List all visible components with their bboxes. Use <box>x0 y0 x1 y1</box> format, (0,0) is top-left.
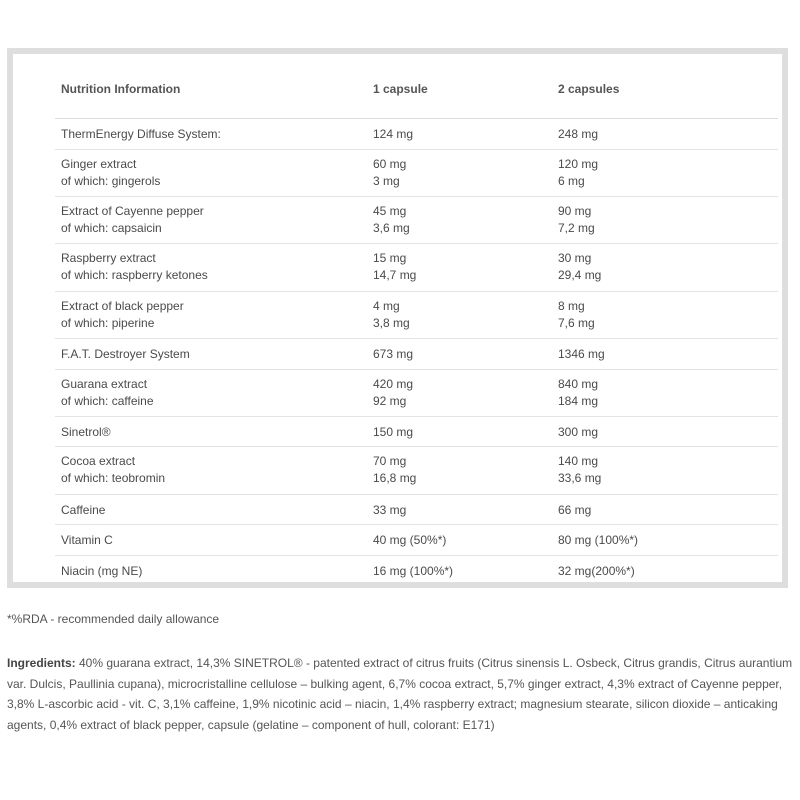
nutrient-name: Extract of black pepper <box>61 298 184 313</box>
nutrient-name: Vitamin C <box>61 533 113 548</box>
nutrient-name: of which: raspberry ketones <box>61 268 208 283</box>
amount-2-capsules: 32 mg(200%*) <box>558 563 635 578</box>
amount-2-capsules-cell <box>558 502 591 519</box>
nutrient-name: Extract of Cayenne pepper <box>61 203 204 218</box>
amount-2-capsules: 30 mg <box>558 251 592 266</box>
table-header <box>55 54 778 119</box>
amount-1-capsule: 4 mg <box>373 298 400 313</box>
amount-1-capsule: 45 mg <box>373 203 407 218</box>
table-row <box>55 339 778 370</box>
nutrient-name-cell <box>61 203 204 237</box>
amount-2-capsules-cell <box>558 376 598 410</box>
table-row <box>55 150 778 197</box>
amount-1-capsule: 3,6 mg <box>373 220 410 235</box>
nutrient-name: Sinetrol® <box>61 424 111 439</box>
table-row <box>55 292 778 339</box>
amount-2-capsules: 8 mg <box>558 298 585 313</box>
nutrient-name-cell <box>61 156 160 190</box>
amount-1-capsule-cell <box>373 376 413 410</box>
nutrient-name: ThermEnergy Diffuse System: <box>61 127 221 141</box>
amount-2-capsules: 90 mg <box>558 203 592 218</box>
amount-2-capsules-cell <box>558 346 605 363</box>
table-row <box>55 447 778 494</box>
nutrient-name: of which: piperine <box>61 315 155 330</box>
nutrient-name: Caffeine <box>61 502 106 517</box>
amount-1-capsule-cell <box>373 346 413 363</box>
amount-2-capsules: 300 mg <box>558 424 599 439</box>
amount-2-capsules: 29,4 mg <box>558 268 602 283</box>
amount-2-capsules: 120 mg <box>558 156 599 171</box>
nutrient-name-cell <box>61 424 111 441</box>
header-nutrition-information: Nutrition Information <box>61 82 181 96</box>
amount-1-capsule: 33 mg <box>373 502 407 517</box>
table-row <box>55 197 778 244</box>
amount-2-capsules: 7,2 mg <box>558 220 595 235</box>
amount-1-capsule-cell <box>373 203 410 237</box>
nutrient-name: of which: capsaicin <box>61 220 162 235</box>
nutrient-name: Ginger extract <box>61 156 137 171</box>
nutrient-name: of which: gingerols <box>61 173 161 188</box>
amount-2-capsules: 840 mg <box>558 376 599 391</box>
amount-1-capsule: 70 mg <box>373 454 407 469</box>
amount-2-capsules: 140 mg <box>558 454 599 469</box>
nutrient-name-cell <box>61 376 154 410</box>
nutrient-name-cell <box>61 563 142 580</box>
nutrient-name-cell <box>61 502 105 519</box>
table-row <box>55 370 778 417</box>
amount-1-capsule-cell <box>373 424 413 441</box>
nutrient-name-cell <box>61 532 113 549</box>
header-2-capsules: 2 capsules <box>558 82 620 96</box>
nutrient-name-cell <box>61 453 165 487</box>
nutrient-name-cell <box>61 346 190 363</box>
table-row <box>55 556 778 586</box>
amount-1-capsule: 15 mg <box>373 251 407 266</box>
amount-1-capsule: 3 mg <box>373 173 400 188</box>
table-row <box>55 244 778 291</box>
nutrient-name: Raspberry extract <box>61 251 156 266</box>
nutrition-panel <box>7 48 788 588</box>
amount-2-capsules-cell <box>558 453 601 487</box>
amount-2-capsules-cell <box>558 250 601 284</box>
amount-1-capsule-cell <box>373 126 413 143</box>
ingredients-label: Ingredients: <box>7 656 76 670</box>
amount-1-capsule-cell <box>373 563 453 580</box>
nutrient-name: Niacin (mg NE) <box>61 563 143 578</box>
amount-2-capsules-cell <box>558 126 598 143</box>
amount-2-capsules: 7,6 mg <box>558 315 595 330</box>
amount-1-capsule: 40 mg (50%*) <box>373 533 447 548</box>
amount-2-capsules: 6 mg <box>558 173 585 188</box>
amount-1-capsule: 60 mg <box>373 156 407 171</box>
amount-1-capsule-cell <box>373 156 406 190</box>
nutrient-name: Guarana extract <box>61 376 148 391</box>
amount-1-capsule: 16,8 mg <box>373 471 417 486</box>
table-row <box>55 525 778 556</box>
rda-footnote: *%RDA - recommended daily allowance <box>7 612 220 626</box>
amount-2-capsules: 248 mg <box>558 127 599 141</box>
table-row <box>55 495 778 526</box>
table-row <box>55 417 778 448</box>
nutrient-name-cell <box>61 250 208 284</box>
amount-1-capsule: 16 mg (100%*) <box>373 563 454 578</box>
ingredients-paragraph <box>7 653 793 735</box>
nutrient-name-cell <box>61 298 184 332</box>
amount-2-capsules: 66 mg <box>558 502 592 517</box>
amount-1-capsule: 92 mg <box>373 393 407 408</box>
header-1-capsule: 1 capsule <box>373 82 428 96</box>
table-body <box>55 119 778 585</box>
amount-1-capsule-cell <box>373 298 410 332</box>
amount-2-capsules-cell <box>558 298 595 332</box>
amount-2-capsules: 33,6 mg <box>558 471 602 486</box>
amount-2-capsules-cell <box>558 424 598 441</box>
amount-1-capsule: 150 mg <box>373 424 414 439</box>
nutrient-name-cell <box>61 126 221 143</box>
nutrient-name: of which: teobromin <box>61 471 166 486</box>
table-row <box>55 119 778 150</box>
amount-1-capsule: 124 mg <box>373 127 414 141</box>
amount-1-capsule-cell <box>373 250 416 284</box>
nutrient-name: F.A.T. Destroyer System <box>61 347 190 362</box>
amount-2-capsules-cell <box>558 203 595 237</box>
amount-1-capsule: 673 mg <box>373 347 414 362</box>
nutrition-table <box>55 54 778 585</box>
amount-1-capsule: 14,7 mg <box>373 268 417 283</box>
amount-1-capsule-cell <box>373 502 406 519</box>
amount-1-capsule: 420 mg <box>373 376 414 391</box>
amount-1-capsule-cell <box>373 532 446 549</box>
amount-2-capsules-cell <box>558 532 638 549</box>
nutrient-name: of which: caffeine <box>61 393 154 408</box>
nutrient-name: Cocoa extract <box>61 454 136 469</box>
ingredients-text: 40% guarana extract, 14,3% SINETROL® - patented extract of citrus fruits (Citrus sinensis L. Osbeck, Citrus grandis, Citrus aurantium var. Dulcis, Paullinia cupana), microcristalline cellulose – bulking agent, 6,7% cocoa extract, 5,7% ginger extract, 4,3% extract of Cayenne pepper, 3,8% L-ascorbic acid - vit. C, 3,1% caffeine, 1,9% nicotinic acid – niacin, 1,4% raspberry extract; magnesium stearate, silicon dioxide – anticaking agents, 0,4% extract of black pepper, capsule (gelatine – component of hull, colorant: E171) <box>7 656 793 732</box>
amount-2-capsules-cell <box>558 563 635 580</box>
amount-2-capsules-cell <box>558 156 598 190</box>
amount-1-capsule: 3,8 mg <box>373 315 410 330</box>
amount-1-capsule-cell <box>373 453 416 487</box>
amount-2-capsules: 184 mg <box>558 393 599 408</box>
amount-2-capsules: 80 mg (100%*) <box>558 533 639 548</box>
amount-2-capsules: 1346 mg <box>558 347 605 362</box>
